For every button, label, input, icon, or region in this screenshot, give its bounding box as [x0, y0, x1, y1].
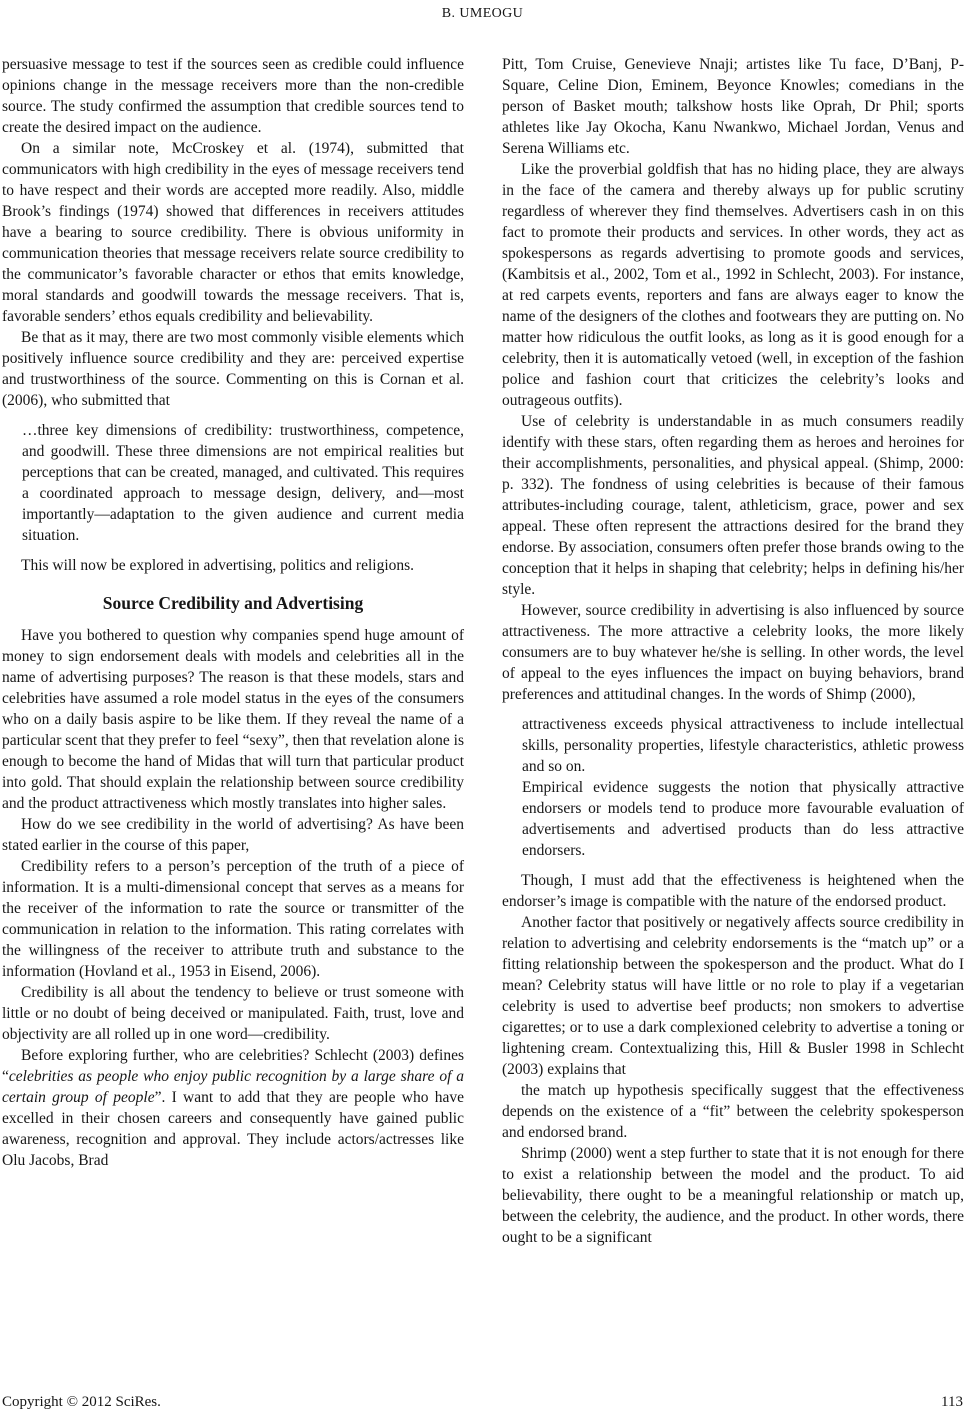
- body-text: On a similar note, McCroskey et al. (1974), submitted that communicators with high credibility in the eyes of message receivers tend to have respect and their words are accepted more readily. Also, middle Brook’s findings (1974) showed that differences in receivers attitudes have a bearing to source credibility. There is obvious uniformity in communication theories that message receivers relate source credibility to the communicator’s favorable character or ethos that emits knowledge, moral standards and goodwill towards the message receivers. That is, favorable senders’ ethos equals credibility and believability.: [2, 140, 464, 325]
- body-text: …three key dimensions of credibility: trustworthiness, competence, and goodwill. These three dimensions are not empirical realities but perceptions that can be created, managed, and cultivated. This requires a coordinated approach to message design, delivery, and—most importantly—adaptation to the given audience and current media situation.: [22, 422, 464, 544]
- body-text: Shrimp (2000) went a step further to state that it is not enough for there to exist a relationship between the model and the product. To aid believability, there ought to be a meaningful relationship or match up, between the celebrity, the audience, and the product. In other words, there ought to be a significant: [502, 1145, 964, 1246]
- body-text: Credibility refers to a person’s perception of the truth of a piece of information. It is a multi-dimensional concept that serves as a means for the receiver of the information to rate the source or transmitter of the communication in relation to the information. This rating correlates with the willingness of the receiver to attribute truth and substance to the information (Hovland et al., 1953 in Eisend, 2006).: [2, 858, 464, 980]
- body-text: Pitt, Tom Cruise, Genevieve Nnaji; artistes like Tu face, D’Banj, P-Square, Celine Dion, Eminem, Beyonce Knowles; comedians in the person of Basket mouth; talkshow hosts like Oprah, Dr Phil; sports athletes like Jay Okocha, Kanu Nwankwo, Michael Jordan, Venus and Serena Williams etc.: [502, 56, 964, 157]
- paragraph: [2, 625, 464, 814]
- body-text: Be that as it may, there are two most commonly visible elements which positively influence source credibility and they are: perceived expertise and trustworthiness of the source. Commenting on this is Cornan et al. (2006), who submitted that: [2, 329, 464, 409]
- body-text: Empirical evidence suggests the notion that physically attractive endorsers or models tend to produce more favourable evaluation of advertisements and advertised products than do less attractive endorsers.: [522, 779, 964, 859]
- paragraph: [502, 54, 964, 159]
- quoted-definition-text: celebrities as people who enjoy public recognition by a large share of a certain group of people: [2, 1068, 464, 1106]
- page-footer: [2, 1392, 963, 1412]
- body-text: Use of celebrity is understandable in as much consumers readily identify with these stars, often regarding them as heroes and heroines for their accomplishments, personalities, and physical appeal. (Shimp, 2000: p. 332). The fondness of using celebrities is because of their famous attributes-including courage, talent, athleticism, grace, power and sex appeal. These often represent the attractions desired for the brand they endorse. By association, consumers often prefer those brands owing to the conception that it helps in shaping that celebrity; helps in defining his/her style.: [502, 413, 964, 598]
- left-column: [2, 54, 464, 1248]
- paragraph: [2, 1045, 464, 1171]
- paragraph: [2, 138, 464, 327]
- body-text: persuasive message to test if the sources seen as credible could influence opinions change in the message receivers more than the non-credible source. The study confirmed the assumption that credible sources tend to create the desired impact on the audience.: [2, 56, 464, 136]
- paragraph: [502, 912, 964, 1080]
- paragraph: [502, 870, 964, 912]
- paragraph: [502, 600, 964, 705]
- running-head: B. UMEOGU: [441, 6, 524, 21]
- right-column: [502, 54, 964, 1248]
- body-text: Like the proverbial goldfish that has no hiding place, they are always in the face of the camera and thereby always up for public scrutiny regardless of wherever they find themselves. Advertisers cash in on this fact to promote their products and services. In other words, they act as spokespersons as regards advertising to promote goods and services, (Kambitsis et al., 2002, Tom et al., 1992 in Schlecht, 2003). For instance, at red carpets events, reporters and fans are always eager to know the name of the designers of the clothes and footwears they are putting on. No matter how ridiculous the outfit looks, as long as it is good enough for a celebrity, then it is automatically vetoed (well, in exception of the fashion police and fashion court that criticizes the celebrity’s looks and outrageous outfits).: [502, 161, 964, 409]
- body-text: Another factor that positively or negatively affects source credibility in relation to advertising and celebrity endorsements is the “match up” or a fitting relationship between the spokesperson and the product. What do I mean? Celebrity status will have little or no role to play if a vegetarian celebrity is used to advertise beef products; non smokers to advertise cigarettes; or to use a dark complexioned celebrity to advertise a toning or lightening cream. Contextualizing this, Hill & Busler 1998 in Schlecht (2003) explains that: [502, 914, 964, 1078]
- paragraph: [2, 982, 464, 1045]
- page-number: 113: [941, 1394, 963, 1410]
- body-text: Credibility is all about the tendency to believe or trust someone with little or no doubt of being deceived or manipulated. Faith, trust, love and objectivity are all rolled up in one word—credibility.: [2, 984, 464, 1043]
- copyright-notice: Copyright © 2012 SciRes.: [2, 1394, 161, 1410]
- paragraph: [502, 1080, 964, 1143]
- paragraph: [2, 54, 464, 138]
- body-text: This will now be explored in advertising, politics and religions.: [21, 557, 415, 574]
- body-text: Before exploring further, who are celebrities? Schlecht (2003) defines “: [2, 1047, 464, 1085]
- paragraph: [2, 327, 464, 411]
- body-text: ”. I want to add that they are people who have excelled in their chosen careers and consequently have gained public awareness, recognition and approval. They include actors/actresses like Olu Jacobs, Brad: [2, 1089, 464, 1169]
- body-text: the match up hypothesis specifically suggest that the effectiveness depends on the existence of a “fit” between the celebrity spokesperson and endorsed brand.: [502, 1082, 964, 1141]
- body-text: However, source credibility in advertising is also influenced by source attractiveness. The more attractive a celebrity looks, the more likely consumers are to buy whatever he/she is selling. In other words, the level of appeal to the eyes influences the impact on buying behaviors, brand preferences and attitudinal changes. In the words of Shimp (2000),: [502, 602, 964, 703]
- body-text: attractiveness exceeds physical attractiveness to include intellectual skills, personality properties, lifestyle characteristics, athletic prowess and so on.: [522, 716, 964, 775]
- block-quote: [522, 777, 964, 861]
- block-quote: [522, 714, 964, 777]
- paragraph: [2, 814, 464, 856]
- section-heading: Source Credibility and Advertising: [102, 593, 364, 613]
- page-body: [2, 54, 964, 1248]
- body-text: Have you bothered to question why companies spend huge amount of money to sign endorsement deals with models and celebrities all in the name of advertising purposes? The reason is that these models, stars and celebrities have assumed a role model status in the eyes of the consumers who on a daily basis aspire to be like them. If they reveal the name of a particular scent that they prefer to feel “sexy”, then that revelation alone is enough to become the hand of Midas that will turn that particular product into gold. That should explain the relationship between source credibility and the product attractiveness which mostly translates into higher sales.: [2, 627, 464, 812]
- paragraph: [502, 159, 964, 411]
- paragraph: [502, 411, 964, 600]
- body-text: How do we see credibility in the world of advertising? As have been stated earlier in the course of this paper,: [2, 816, 464, 854]
- block-quote: [22, 420, 464, 546]
- paragraph: [502, 1143, 964, 1248]
- paragraph: [2, 856, 464, 982]
- paragraph: [2, 555, 464, 576]
- body-text: Though, I must add that the effectiveness is heightened when the endorser’s image is compatible with the nature of the endorsed product.: [502, 872, 964, 910]
